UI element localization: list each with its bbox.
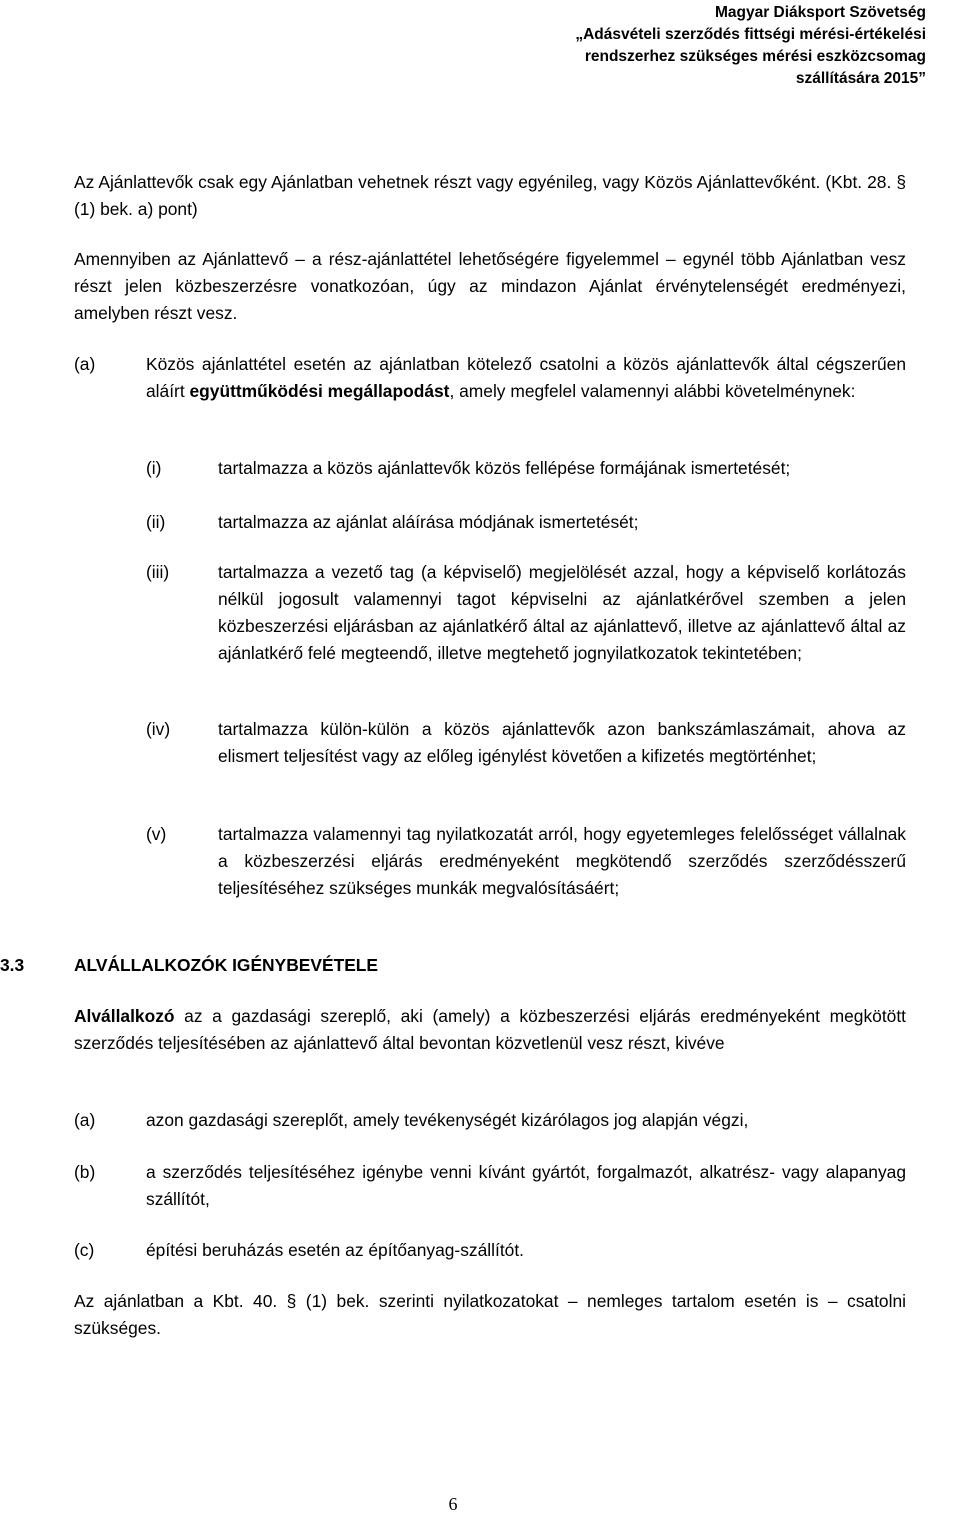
header-title-line-3: szállítására 2015” [795,70,926,87]
sublist-label-i: (i) [146,458,162,478]
list-label-c: (c) [74,1240,95,1260]
text-segment: Közös ajánlattétel esetén az ajánlatban kötelező csatolni a közös ajánlattevők által cégszerűen aláírt [146,354,906,401]
header-title-line-1: „Adásvételi szerződés fittségi mérési-értékelési [575,26,926,43]
sublist-label-ii: (ii) [146,512,166,532]
text-segment: , amely megfelel valamennyi alábbi követelménynek: [449,381,856,401]
text-segment: az a gazdasági szereplő, aki (amely) a közbeszerzési eljárás eredményeként megkötött szerződés teljesítésében az ajánlattevő által bevontan közvetlenül vesz részt, kivéve [74,1006,906,1053]
exception-item-b: a szerződés teljesítéséhez igénybe venni kívánt gyártót, forgalmazót, alkatrész- vagy alapanyag szállítót, [146,1162,906,1209]
sublist-item-i: tartalmazza a közös ajánlattevők közös fellépése formájának ismertetését; [218,458,791,478]
sublist-item-ii: tartalmazza az ajánlat aláírása módjának ismertetését; [218,512,639,532]
paragraph-joint-bid-agreement [146,351,906,405]
exception-item-a: azon gazdasági szereplőt, amely tevékenységét kizárólagos jog alapján végzi, [146,1110,749,1130]
paragraph-declaration-requirement: Az ajánlatban a Kbt. 40. § (1) bek. szerinti nyilatkozatokat – nemleges tartalom esetén is – csatolni szükséges. [74,1291,906,1338]
sublist-item-iv: tartalmazza külön-külön a közös ajánlattevők azon bankszámlaszámait, ahova az elismert teljesítést vagy az előleg igénylést követően a kifizetés megtörténhet; [218,719,906,766]
section-title: ALVÁLLALKOZÓK IGÉNYBEVÉTELE [74,955,379,975]
paragraph-subcontractor-definition [74,1003,906,1057]
sublist-label-v: (v) [146,824,167,844]
bold-term-cooperation-agreement: együttműködési megállapodást [189,381,450,401]
page-number: 6 [448,1494,458,1514]
sublist-item-v: tartalmazza valamennyi tag nyilatkozatát arról, hogy egyetemleges felelősséget vállalnak a közbeszerzési eljárás eredményeként megkötendő szerződés szerződésszerű teljesítéséhez szükséges munkák megvalósításáért; [218,824,906,898]
header-title-line-2: rendszerhez szükséges mérési eszközcsomag [584,48,926,65]
sublist-label-iii: (iii) [146,562,170,582]
paragraph-joint-bid-rule: Az Ajánlattevők csak egy Ajánlatban vehetnek részt vagy egyénileg, vagy Közös Ajánlattevőként. (Kbt. 28. § (1) bek. a) pont) [74,172,906,219]
bold-term-subcontractor: Alvállalkozó [74,1006,175,1026]
document-header [575,2,926,90]
list-label-b: (b) [74,1162,96,1182]
header-organization: Magyar Diáksport Szövetség [714,4,926,21]
section-number: 3.3 [0,955,25,975]
list-label-a: (a) [74,354,96,374]
paragraph-partial-bid-rule: Amennyiben az Ajánlattevő – a rész-ajánlattétel lehetőségére figyelemmel – egynél több Ajánlatban vesz részt jelen közbeszerzésre vonatkozóan, úgy az mindazon Ajánlat érvénytelenségét eredményezi, amelyben részt vesz. [74,249,906,323]
sublist-item-iii: tartalmazza a vezető tag (a képviselő) megjelölését azzal, hogy a képviselő korlátozás nélkül jogosult valamennyi tagot képviselni az ajánlatkérővel szemben a jelen közbeszerzési eljárásban az ajánlatkérő által az ajánlattevő, illetve az ajánlattevő által az ajánlatkérő felé megteendő, illetve megtehető jognyilatkozatok tekintetében; [218,562,906,663]
list-label-a: (a) [74,1110,96,1130]
section-heading [0,952,379,979]
exception-item-c: építési beruházás esetén az építőanyag-szállítót. [146,1240,525,1260]
sublist-label-iv: (iv) [146,719,171,739]
